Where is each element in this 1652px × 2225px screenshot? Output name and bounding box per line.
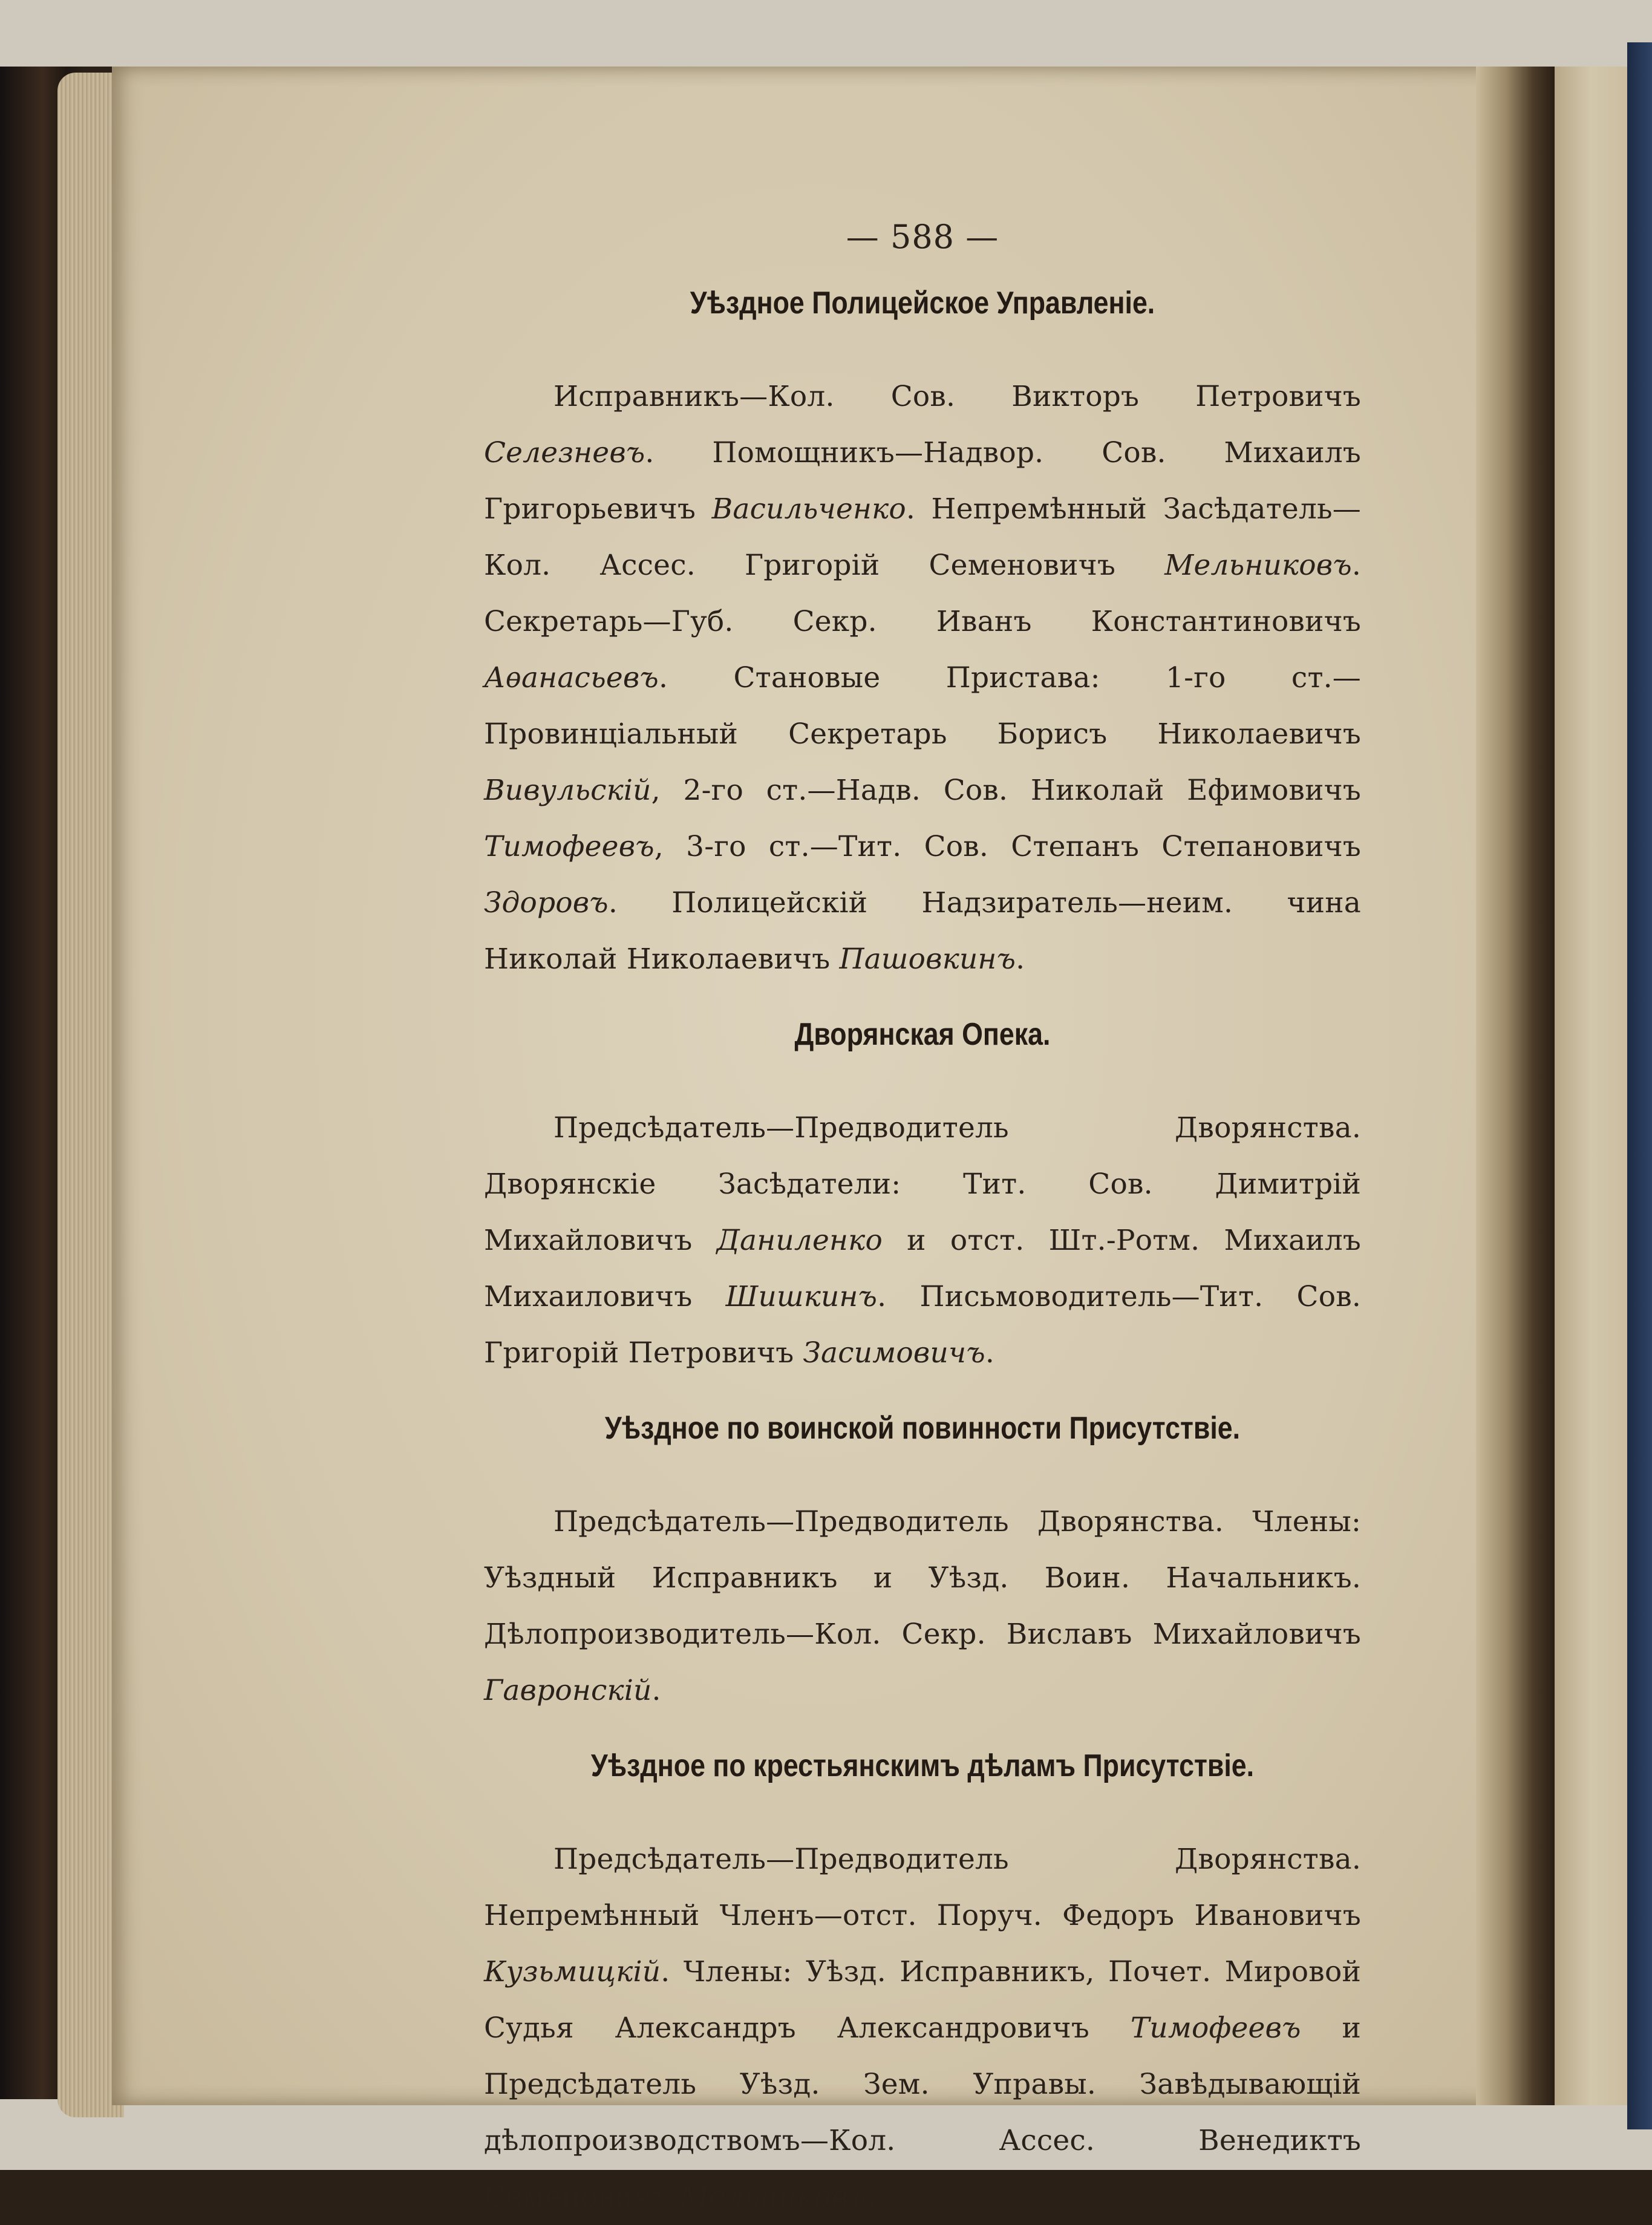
book-gutter	[1476, 67, 1555, 2105]
page-number: — 588 —	[846, 218, 999, 256]
section-paragraph: Предсѣдатель—Предводитель Дворянства. Дворянскіе Засѣдатели: Тит. Сов. Димитрій Михайловичъ Даниленко и отст. Шт.-Ротм. Михаилъ Михаиловичъ Шишкинъ. Письмоводитель—Тит. Сов. Григорій Петровичъ Засимовичъ.	[484, 1111, 1361, 1370]
section-paragraph: Предсѣдатель—Предводитель Дворянства. Члены: Уѣздный Исправникъ и Уѣзд. Воин. Начальникъ. Дѣлопроизводитель—Кол. Секр. Виславъ Михайловичъ Гавронскій.	[484, 1505, 1361, 1707]
section-heading: Уѣздное Полицейское Управленіе.	[690, 286, 1155, 321]
section-heading: Уѣздное по воинской повинности Присутствіе.	[604, 1411, 1241, 1446]
section-heading: Дворянская Опека.	[794, 1017, 1051, 1052]
book-cover-edge	[1627, 42, 1652, 2129]
section-paragraph: Исправникъ—Кол. Сов. Викторъ Петровичъ Селезневъ. Помощникъ—Надвор. Сов. Михаилъ Григорьевичъ Васильченко. Непремѣнный Засѣдатель—Кол. Ассес. Григорій Семеновичъ Мельниковъ. Секретарь—Губ. Секр. Иванъ Константиновичъ Аѳанасьевъ. Становые Пристава: 1-го ст.—Провинціальный Секретарь Борисъ Николаевичъ Вивульскій, 2-го ст.—Надв. Сов. Николай Ефимовичъ Тимофеевъ, 3-го ст.—Тит. Сов. Степанъ Степановичъ Здоровъ. Полицейскій Надзиратель—неим. чина Николай Николаевичъ Пашовкинъ.	[484, 380, 1361, 976]
section-paragraph: Предсѣдатель—Предводитель Дворянства. Непремѣнный Членъ—отст. Поруч. Федоръ Ивановичъ Кузьмицкій. Члены: Уѣзд. Исправникъ, Почет. Мировой Судья Александръ Александровичъ Тимофеевъ и Предсѣдатель Уѣзд. Зем. Управы. Завѣдывающій дѣлопроизводствомъ—Кол. Ассес. Венедиктъ Семеновичъ Мельниковъ.	[484, 1843, 1361, 2214]
scan-top-margin	[0, 0, 1652, 67]
page-content	[484, 218, 1361, 2225]
section-heading: Уѣздное по крестьянскимъ дѣламъ Присутствіе.	[590, 1748, 1255, 1783]
